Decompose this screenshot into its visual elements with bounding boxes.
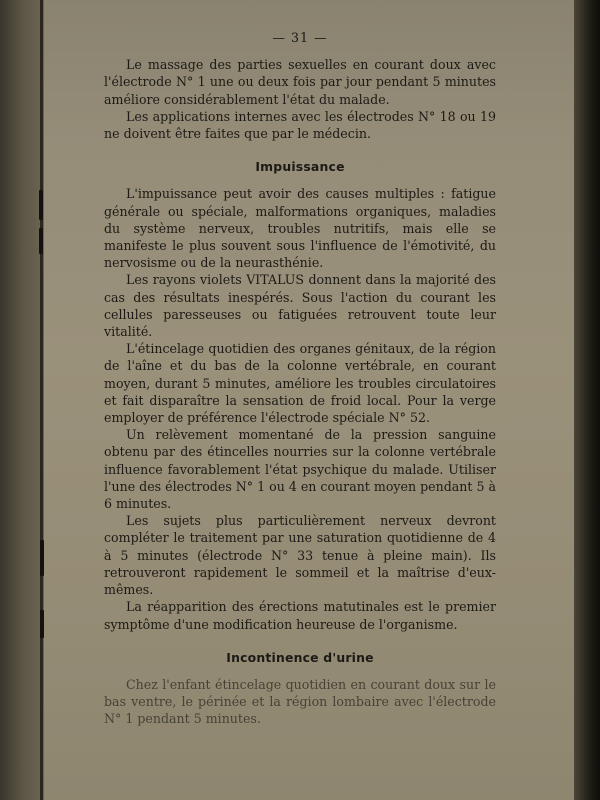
body-paragraph: Les rayons violets VITALUS donnent dans la majorité des cas des résultats inespérés. Sous l'action du courant les cellules paresseuses ou fatiguées retrouvent toute leur vitalité. (104, 272, 496, 340)
intro-paragraph: Le massage des parties sexuelles en courant doux avec l'électrode N° 1 une ou deux fois par jour pendant 5 minutes améliore considérablement l'état du malade. (104, 57, 496, 107)
book-gutter (40, 0, 43, 800)
section-heading-impuissance: Impuissance (255, 159, 345, 175)
binding-mark (39, 228, 43, 254)
page-number: — 31 — (272, 30, 328, 45)
right-page-edge (574, 0, 600, 800)
intro-paragraph: Les applications internes avec les électrodes N° 18 ou 19 ne doivent être faites que par le médecin. (104, 108, 496, 142)
body-paragraph: L'impuissance peut avoir des causes multiples : fatigue générale ou spéciale, malformations organiques, maladies du système nerveux, troubles nutritifs, mais elle se manifeste le plus souvent sous l'influence de l'émotivité, du nervosisme ou de la neurasthénie. (104, 186, 496, 271)
body-paragraph: L'étincelage quotidien des organes génitaux, de la région de l'aîne et du bas de la colonne vertébrale, en courant moyen, durant 5 minutes, améliore les troubles circulatoires et fait disparaître la sensation de froid local. Pour la verge employer de préférence l'électrode spéciale N° 52. (104, 341, 496, 426)
body-paragraph: La réapparition des érections matutinales est le premier symptôme d'une modification heureuse de l'organisme. (104, 599, 496, 632)
body-paragraph: Les sujets plus particulièrement nerveux devront compléter le traitement par une saturation quotidienne de 4 à 5 minutes (électrode N° 33 tenue à pleine main). Ils retrouveront rapidement le sommeil et la maîtrise d'eux-mêmes. (104, 513, 496, 598)
section-heading-incontinence: Incontinence d'urine (226, 649, 374, 665)
body-paragraph: Chez l'enfant étincelage quotidien en courant doux sur le bas ventre, le périnée et la région lombaire avec l'électrode N° 1 pendant 5 minutes. (104, 676, 496, 727)
page-text (104, 29, 496, 728)
body-paragraph: Un relèvement momentané de la pression sanguine obtenu par des étincelles nourries sur la colonne vertébrale influence favorablement l'état psychique du malade. Utiliser l'une des électrodes N° 1 ou 4 en courant moyen pendant 5 à 6 minutes. (104, 427, 496, 512)
binding-mark (39, 190, 43, 220)
